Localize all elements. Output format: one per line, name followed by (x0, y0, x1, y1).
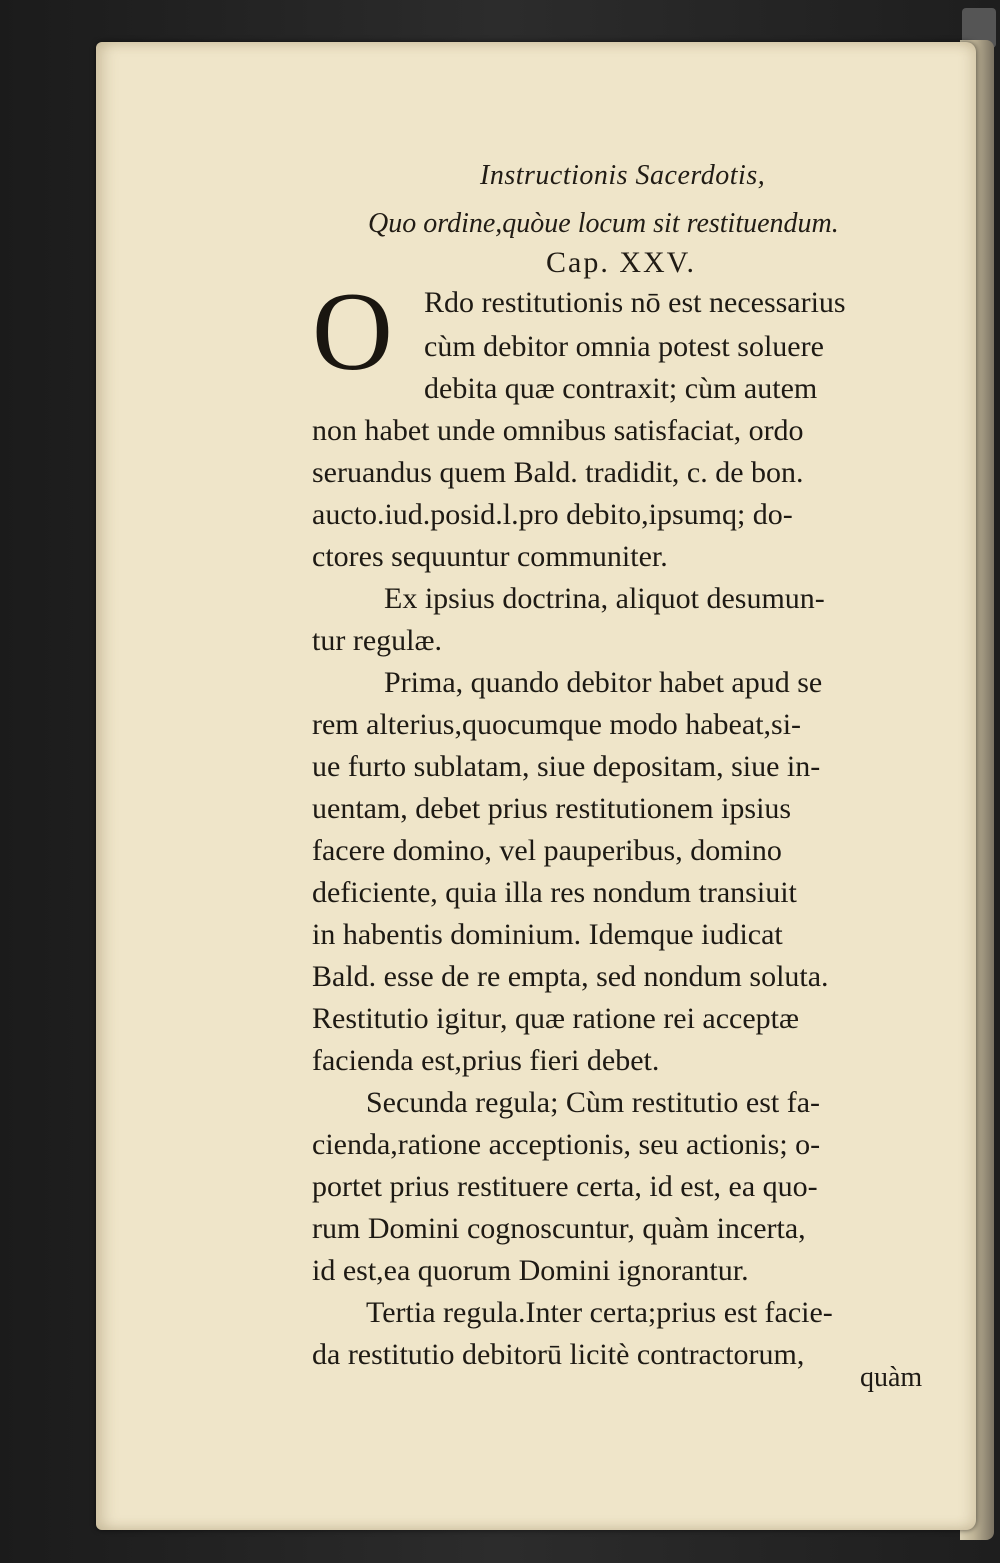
text-line: Bald. esse de re empta, sed nondum soluta. (312, 960, 829, 993)
text-line: Tertia regula.Inter certa;prius est facie- (366, 1296, 833, 1329)
text-line: ctores sequuntur communiter. (312, 540, 668, 573)
text-line: cùm debitor omnia potest soluere (424, 330, 824, 363)
text-line: id est,ea quorum Domini ignorantur. (312, 1254, 749, 1287)
text-line: ue furto sublatam, siue depositam, siue in- (312, 750, 821, 783)
running-head: Instructionis Sacerdotis, (480, 160, 766, 191)
text-line: facienda est,prius fieri debet. (312, 1044, 660, 1077)
catchword: quàm (860, 1362, 923, 1393)
chapter-number: Cap. XXV. (546, 246, 696, 279)
text-line: rem alterius,quocumque modo habeat,si- (312, 708, 802, 741)
text-line: aucto.iud.posid.l.pro debito,ipsumq; do- (312, 498, 793, 531)
text-line: Secunda regula; Cùm restitutio est fa- (366, 1086, 821, 1119)
text-line: tur regulæ. (312, 624, 442, 657)
drop-cap: O (312, 270, 393, 394)
text-line: uentam, debet prius restitutionem ipsius (312, 792, 792, 825)
text-line: rum Domini cognoscuntur, quàm incerta, (312, 1212, 806, 1245)
text-line: facere domino, vel pauperibus, domino (312, 834, 782, 867)
chapter-title: Quo ordine,quòue locum sit restituendum. (368, 208, 839, 239)
text-line: Restitutio igitur, quæ ratione rei acceptæ (312, 1002, 800, 1035)
text-line: seruandus quem Bald. tradidit, c. de bon. (312, 456, 804, 489)
text-line: deficiente, quia illa res nondum transiuit (312, 876, 797, 909)
text-line: non habet unde omnibus satisfaciat, ordo (312, 414, 804, 447)
text-line: Ex ipsius doctrina, aliquot desumun- (384, 582, 825, 615)
text-line: in habentis dominium. Idemque iudicat (312, 918, 783, 951)
text-line: da restitutio debitorū licitè contractorum, (312, 1338, 805, 1371)
text-line: Prima, quando debitor habet apud se (384, 666, 823, 699)
text-line: portet prius restituere certa, id est, ea quo- (312, 1170, 818, 1203)
text-line: cienda,ratione acceptionis, seu actionis; o- (312, 1128, 821, 1161)
text-line: debita quæ contraxit; cùm autem (424, 372, 818, 405)
text-line: Rdo restitutionis nō est necessarius (424, 286, 846, 319)
